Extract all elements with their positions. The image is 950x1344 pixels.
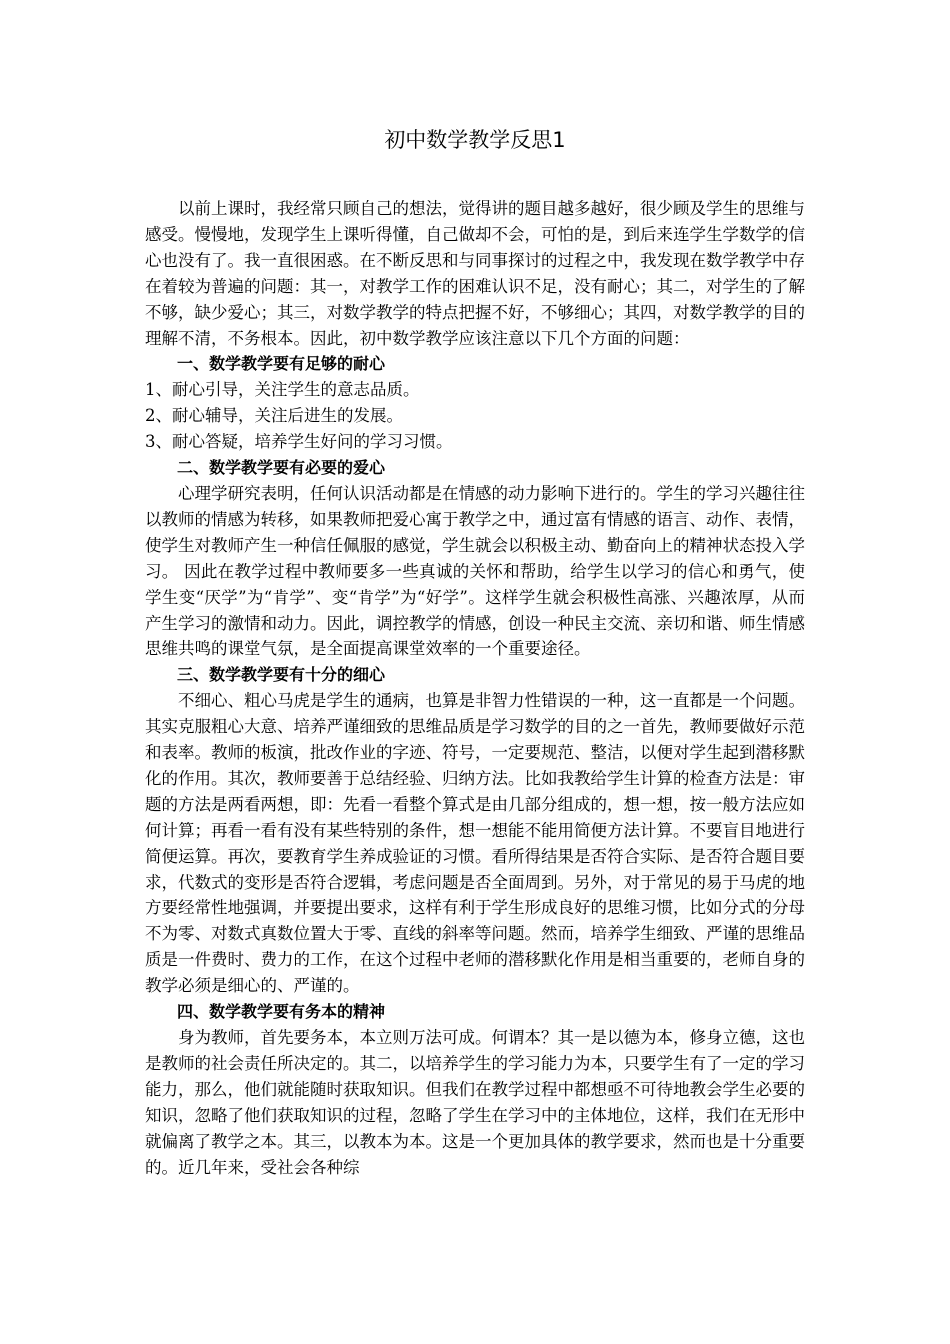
section-heading-2: 二、数学教学要有必要的爱心 bbox=[177, 458, 386, 478]
document-title: 初中数学教学反思1 bbox=[384, 128, 566, 152]
section-heading-3: 三、数学教学要有十分的细心 bbox=[177, 665, 386, 685]
paragraph-section-2: 心理学研究表明，任何认识活动都是在情感的动力影响下进行的。学生的学习兴趣往往以教师的情感为转移，如果教师把爱心寓于教学之中，通过富有情感的语言、动作、表情，使学生对教师产生一种信任佩服的感觉，学生就会以积极主动、勤奋向上的精神状态投入学习。 因此在教学过程中教师要多一些真诚的关怀和帮助，给学生以学习的信心和勇气，使学生变“厌学”为“肯学”、变“肯学”为“好学”。这样学生就会积极性高涨、兴趣浓厚，从而产生学习的激情和动力。因此，调控教学的情感，创设一种民主交流、亲切和谐、师生情感思维共鸣的课堂气氛，是全面提高课堂效率的一个重要途径。 bbox=[145, 483, 805, 659]
document-body bbox=[145, 196, 805, 1180]
list-item: 3、耐心答疑，培养学生好问的学习习惯。 bbox=[145, 432, 453, 452]
paragraph-intro: 以前上课时，我经常只顾自己的想法，觉得讲的题目越多越好，很少顾及学生的思维与感受。慢慢地，发现学生上课听得懂，自己做却不会，可怕的是，到后来连学生学数学的信心也没有了。我一直很困惑。在不断反思和与同事探讨的过程之中，我发现在数学教学中存在着较为普遍的问题：其一，对教学工作的困难认识不足，没有耐心；其二，对学生的了解不够，缺少爱心；其三，对数学教学的特点把握不好，不够细心；其四，对数学教学的目的理解不清，不务根本。因此，初中数学教学应该注意以下几个方面的问题： bbox=[145, 199, 805, 348]
section-heading-4: 四、数学教学要有务本的精神 bbox=[177, 1002, 386, 1022]
section-heading-1: 一、数学教学要有足够的耐心 bbox=[177, 354, 386, 374]
paragraph-section-3: 不细心、粗心马虎是学生的通病，也算是非智力性错误的一种，这一直都是一个问题。其实克服粗心大意、培养严谨细致的思维品质是学习数学的目的之一首先，教师要做好示范和表率。教师的板演，批改作业的字迹、符号，一定要规范、整洁，以便对学生起到潜移默化的作用。其次，教师要善于总结经验、归纳方法。比如我教给学生计算的检查方法是：审题的方法是两看两想，即：先看一看整个算式是由几部分组成的，想一想，按一般方法应如何计算；再看一看有没有某些特别的条件，想一想能不能用简便方法计算。不要盲目地进行简便运算。再次，要教育学生养成验证的习惯。看所得结果是否符合实际、是否符合题目要求，代数式的变形是否符合逻辑，考虑问题是否全面周到。另外，对于常见的易于马虎的地方要经常性地强调，并要提出要求，这样有利于学生形成良好的思维习惯，比如分式的分母不为零、对数式真数位置大于零、直线的斜率等问题。然而，培养学生细致、严谨的思维品质是一件费时、费力的工作，在这个过程中老师的潜移默化作用是相当重要的，老师自身的教学必须是细心的、严谨的。 bbox=[145, 691, 805, 996]
list-item: 2、耐心辅导，关注后进生的发展。 bbox=[145, 406, 403, 426]
list-item: 1、耐心引导，关注学生的意志品质。 bbox=[145, 380, 420, 400]
paragraph-section-4: 身为教师，首先要务本，本立则万法可成。何谓本？其一是以德为本，修身立德，这也是教师的社会责任所决定的。其二，以培养学生的学习能力为本，只要学生有了一定的学习能力，那么，他们就能随时获取知识。但我们在教学过程中都想亟不可待地教会学生必要的知识，忽略了他们获取知识的过程，忽略了学生在学习中的主体地位，这样，我们在无形中就偏离了教学之本。其三，以教本为本。这是一个更加具体的教学要求，然而也是十分重要的。近几年来，受社会各种综 bbox=[145, 1028, 805, 1177]
